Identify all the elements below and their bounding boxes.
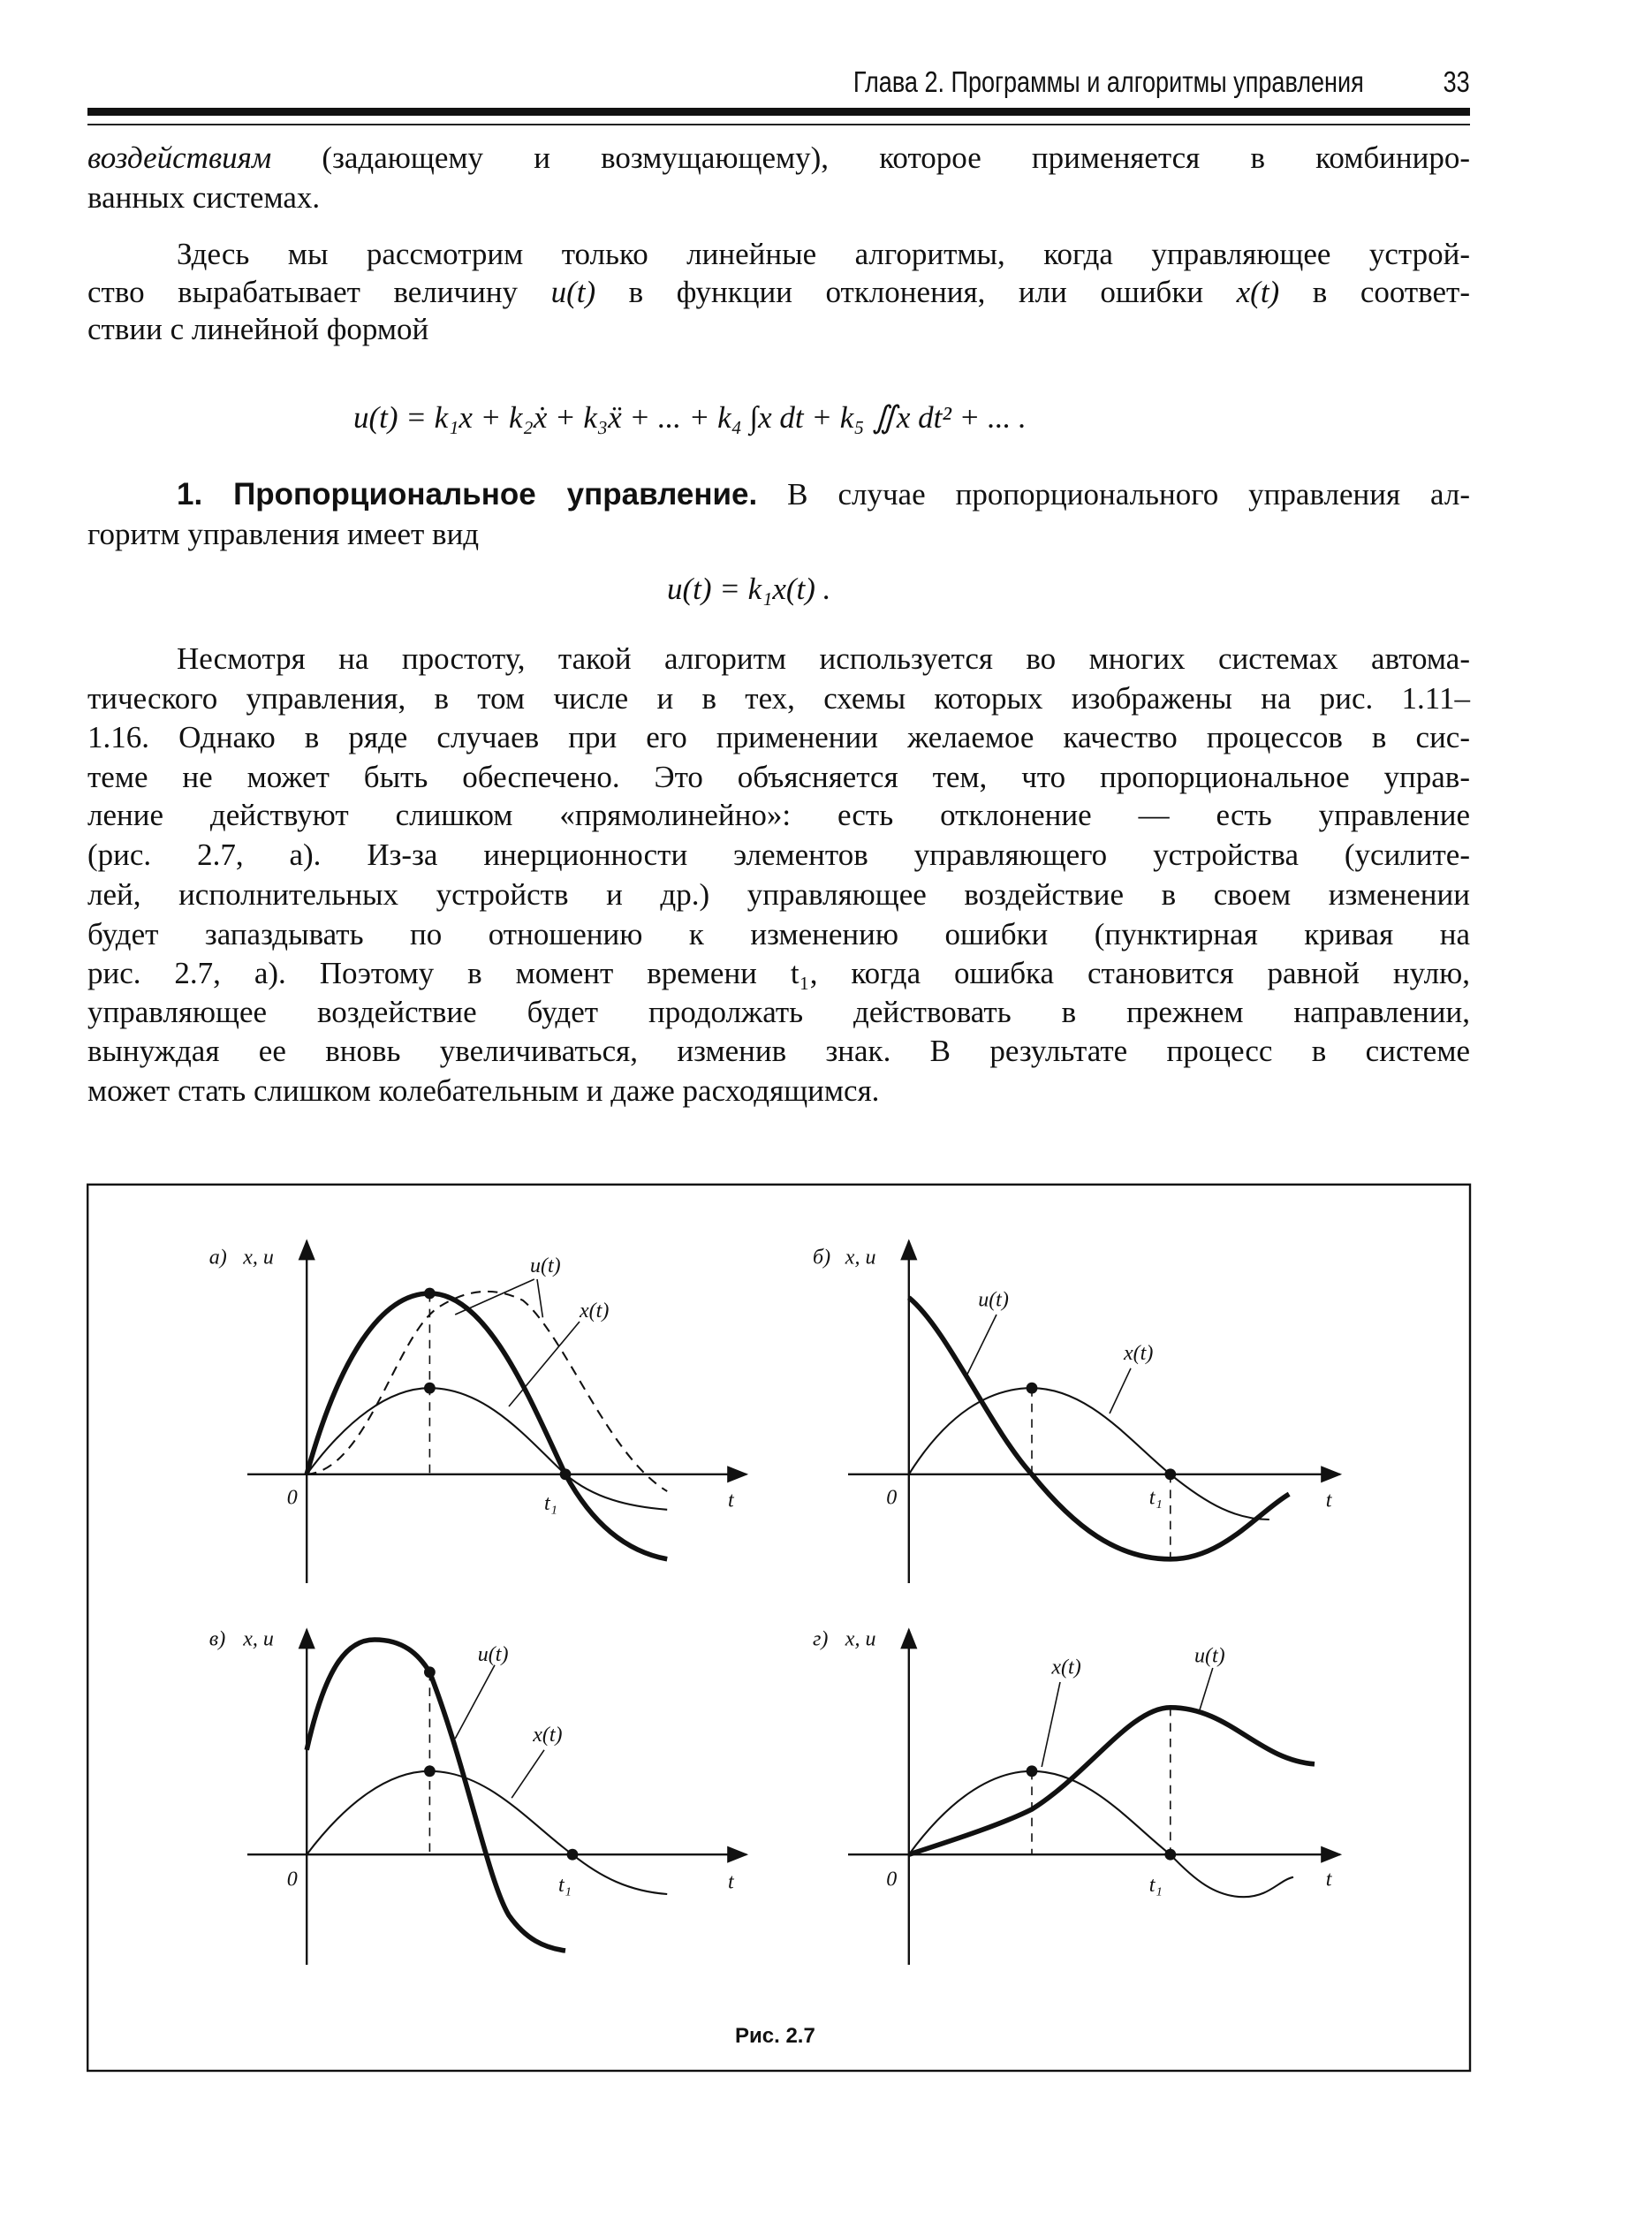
origin-label: 0 xyxy=(886,1486,898,1510)
text-line: (рис. 2.7, а). Из-за инерционности элементов управляющего устройства (усилите- xyxy=(87,838,1470,872)
y-axis-label: x, u xyxy=(243,1627,274,1651)
y-axis-label: x, u xyxy=(243,1246,274,1270)
figure-frame xyxy=(87,1185,1470,2071)
point xyxy=(1164,1468,1176,1480)
text-line: тического управления, в том числе и в тех, схемы которых изображены на рис. 1.11– xyxy=(87,681,1470,716)
text-line: 1.16. Однако в ряде случаев при его применении желаемое качество процессов в сис- xyxy=(87,720,1470,754)
x-curve xyxy=(307,1771,667,1894)
text-line: может стать слишком колебательным и даже расходящимся. xyxy=(87,1073,880,1108)
text-line: ванных системах. xyxy=(87,180,321,215)
t1-label: t₁ xyxy=(1148,1873,1163,1897)
x-label: x(t) xyxy=(1124,1342,1154,1366)
point xyxy=(560,1468,572,1480)
u-curve xyxy=(909,1708,1315,1854)
leader-line xyxy=(1199,1668,1213,1713)
math-x: x(t) xyxy=(1236,275,1280,309)
panel-label: в) xyxy=(208,1627,226,1651)
leader-line xyxy=(1042,1682,1060,1767)
x-label: x(t) xyxy=(1051,1656,1081,1679)
point xyxy=(424,1288,436,1300)
text-span: ство вырабатывает величину xyxy=(87,275,551,309)
text-line: управляющее воздействие будет продолжать действовать в прежнем направлении, xyxy=(87,995,1470,1029)
t1-label: t₁ xyxy=(558,1873,572,1897)
panel-a xyxy=(247,1241,746,1583)
panel-label: г) xyxy=(813,1627,829,1651)
origin-label: 0 xyxy=(286,1868,298,1891)
section-heading: 1. Пропорциональное управление. xyxy=(177,477,758,512)
text-line: рис. 2.7, а). Поэтому в момент времени t₁, когда ошибка становится равной нулю, xyxy=(87,956,1470,990)
point xyxy=(1164,1849,1176,1861)
x-label: x(t) xyxy=(533,1724,563,1747)
t1-label: t₁ xyxy=(544,1491,558,1515)
text-span: в соответ- xyxy=(1279,275,1470,309)
text-line: Несмотря на простоту, такой алгоритм используется во многих системах автома- xyxy=(177,641,1470,676)
x-curve xyxy=(307,1388,667,1510)
x-axis-label: t xyxy=(728,1870,734,1894)
u-curve xyxy=(307,1640,565,1951)
text-line: лей, исполнительных устройств и др.) управляющее воздействие в своем изменении xyxy=(87,877,1470,912)
panel-b xyxy=(848,1241,1340,1583)
point xyxy=(1027,1383,1038,1394)
point xyxy=(424,1765,436,1777)
leader-line xyxy=(455,1279,534,1315)
leader-line xyxy=(1110,1368,1131,1414)
point xyxy=(424,1666,436,1678)
text-line: ление действуют слишком «прямолинейно»: есть отклонение — есть управление xyxy=(87,798,1470,832)
point xyxy=(424,1383,436,1394)
text-line: вынуждая ее вновь увеличиваться, изменив знак. В результате процесс в системе xyxy=(87,1034,1470,1068)
text-span: В случае пропорционального управления ал- xyxy=(757,477,1470,512)
text-span: в функции отклонения, или ошибки xyxy=(595,275,1237,309)
page-number: 33 xyxy=(1443,65,1470,98)
y-axis-label: x, u xyxy=(845,1627,876,1651)
x-curve xyxy=(909,1388,1269,1520)
u-label: u(t) xyxy=(477,1643,509,1666)
x-axis-label: t xyxy=(1325,1489,1332,1512)
text-line: горитм управления имеет вид xyxy=(87,517,480,551)
panel-label: а) xyxy=(208,1246,227,1270)
x-axis-label: t xyxy=(1325,1868,1332,1891)
panel-c xyxy=(247,1630,746,1965)
leader-line xyxy=(966,1315,997,1378)
x-label: x(t) xyxy=(580,1300,610,1323)
leader-line xyxy=(537,1279,542,1317)
u-label: u(t) xyxy=(978,1288,1009,1312)
leader-line xyxy=(509,1322,580,1406)
math-u: u(t) xyxy=(550,275,596,309)
u-delayed-dashed-curve xyxy=(307,1292,667,1491)
y-axis-label: x, u xyxy=(845,1246,876,1270)
text-span: (задающему и возмущающему), которое применяется в комбиниро- xyxy=(271,140,1470,175)
point xyxy=(567,1849,579,1861)
origin-label: 0 xyxy=(286,1486,298,1510)
formula-proportional: u(t) = k₁x(t) . xyxy=(667,572,831,606)
leader-line xyxy=(512,1750,544,1798)
u-label: u(t) xyxy=(1194,1644,1225,1668)
origin-label: 0 xyxy=(886,1868,898,1891)
figure-caption: Рис. 2.7 xyxy=(735,2024,815,2048)
italic-term: воздействиям xyxy=(87,140,272,175)
u-label: u(t) xyxy=(530,1254,561,1277)
u-curve xyxy=(909,1298,1289,1559)
text-line: будет запаздывать по отношению к изменению ошибки (пунктирная кривая на xyxy=(87,917,1470,951)
formula-general: u(t) = k₁x + k₂ẋ + k₃ẍ + ... + k₄ ∫x dt + k₅ ∬x dt² + ... . xyxy=(353,400,1027,435)
text-line: Здесь мы рассмотрим только линейные алгоритмы, когда управляющее устрой- xyxy=(177,237,1470,271)
x-axis-label: t xyxy=(728,1489,734,1512)
point xyxy=(1027,1765,1038,1777)
running-header-title: Глава 2. Программы и алгоритмы управления xyxy=(853,65,1364,98)
text-line: теме не может быть обеспечено. Это объясняется тем, что пропорциональное управ- xyxy=(87,760,1470,794)
t1-label: t₁ xyxy=(1148,1486,1163,1510)
panel-d xyxy=(848,1630,1340,1965)
text-line: ствии с линейной формой xyxy=(87,312,429,346)
panel-label: б) xyxy=(813,1246,831,1270)
u-curve xyxy=(307,1293,667,1559)
leader-line xyxy=(455,1665,495,1739)
